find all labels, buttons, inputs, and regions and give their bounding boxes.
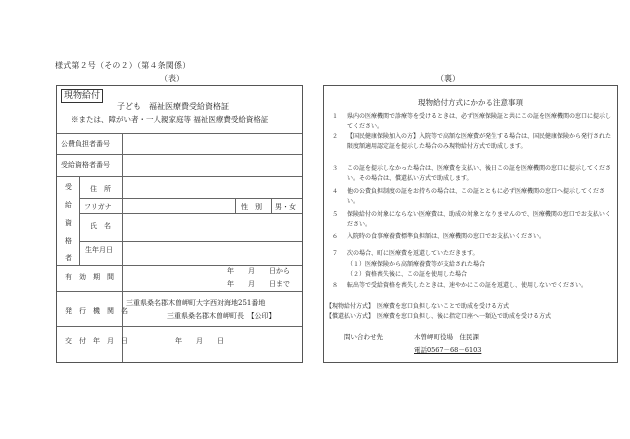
vertical-char: 受: [65, 183, 72, 191]
validity-to: 年 月 日まで: [227, 280, 290, 288]
note-item: （２）資格喪失後に、この証を使用した場合: [347, 271, 468, 278]
certificate-title: 子ども 福祉医療費受給資格証: [117, 102, 229, 111]
address-label: 住 所: [90, 185, 111, 193]
issuer-name: 三重県桑名郡木曽岬町長 【公印】: [167, 312, 276, 320]
issuer-label: 発 行 機 関 名: [65, 307, 128, 315]
validity-from: 年 月 日から: [227, 267, 290, 275]
vertical-char: 給: [65, 201, 72, 209]
issue-date-value: 年 月 日: [175, 337, 224, 345]
contact-label: 問い合わせ先: [344, 333, 383, 341]
note-item: 【現物給付方式】 医療費を窓口負担しないことで助成を受ける方式: [326, 303, 510, 310]
column-divider: [122, 133, 123, 312]
row-divider: [79, 213, 302, 214]
issuer-address: 三重県桑名郡木曽岬町大字西対海地251番地: [126, 299, 266, 307]
validity-label: 有 効 期 間: [65, 273, 114, 281]
row-divider: [57, 291, 302, 292]
contact-office: 木曽岬町役場 住民課: [414, 333, 479, 341]
row-divider: [57, 176, 302, 177]
furigana-label: フリガナ: [84, 203, 112, 211]
note-item: ５ 保険給付の対象にならない医療費は、助成の対象となりませんので、医療機関の窓口でお支払いください。: [332, 211, 611, 228]
name-label: 氏 名: [90, 222, 111, 230]
back-side-label: （裏）: [436, 74, 460, 83]
note-item: ３ この証を提示しなかった場合は、医療費を支払い、後日この証を医療機関の窓口に提示してください。その場合は、償還払い方式で助成します。: [332, 165, 612, 182]
vertical-char: 者: [65, 254, 72, 262]
row-divider: [79, 198, 302, 199]
row-divider: [57, 133, 302, 134]
vertical-char: 資: [65, 219, 72, 227]
column-divider: [271, 198, 272, 213]
column-divider: [79, 176, 80, 265]
benefit-type-badge: 現物給付: [61, 89, 103, 103]
row-divider: [57, 154, 302, 155]
note-item: ６ 入院時の食事療養費標準負担額は、医療機関の窓口でお支払いください。: [332, 233, 546, 240]
back-notes: [323, 85, 618, 363]
vertical-char: 格: [65, 237, 72, 245]
note-item: ７ 次の場合、町に医療費を返還していただきます。: [332, 250, 479, 257]
row-divider: [79, 241, 302, 242]
sex-label: 性 別: [241, 203, 262, 211]
row-divider: [57, 326, 302, 327]
notes-title: 現物給付方式にかかる注意事項: [418, 98, 523, 107]
note-item: （１）医療保険から高額療養費等が支給された場合: [347, 261, 486, 268]
note-item: 【償還払い方式】 医療費を窓口負担し、後に指定口座へ一類込で助成を受ける方式: [326, 313, 552, 320]
form-number: 様式第２号（その２）（第４条関係）: [55, 61, 191, 70]
front-side-label: （表）: [160, 74, 184, 83]
issue-date-label: 交 付 年 月 日: [65, 337, 128, 345]
recipient-no-label: 受給資格者番号: [61, 161, 110, 169]
note-item: １ 県内の医療機関で診療等を受けるときは、必ず医療保険証と共にこの証を医療機関の窓口に提示してください。: [332, 113, 612, 130]
note-item: ２ 【国民健康保険加入の方】入院等で高額な医療費が発生する場合は、国民健康保険から発行された限度額適用認定証を提示した場合のみ現物給付方式で助成します。: [332, 133, 612, 150]
sex-value: 男・女: [275, 203, 296, 211]
contact-phone: 電話0567－68－6103: [414, 346, 482, 354]
birth-date-label: 生年月日: [85, 246, 113, 254]
column-divider: [122, 291, 123, 362]
public-burden-no-label: 公費負担者番号: [61, 140, 110, 148]
certificate-subtitle: ※または、障がい者・一人親家庭等 福祉医療費受給資格証: [71, 115, 269, 124]
note-item: ８ 転出等で受給資格を喪失したときは、速やかにこの証を返還し、使用しないでください。: [332, 282, 588, 289]
column-divider: [235, 198, 236, 213]
note-item: ４ 他の公費負担制度の証をお持ちの場合は、この証とともに必ず医療機関の窓口へ提示してください。: [332, 188, 606, 205]
front-certificate: [56, 85, 303, 363]
